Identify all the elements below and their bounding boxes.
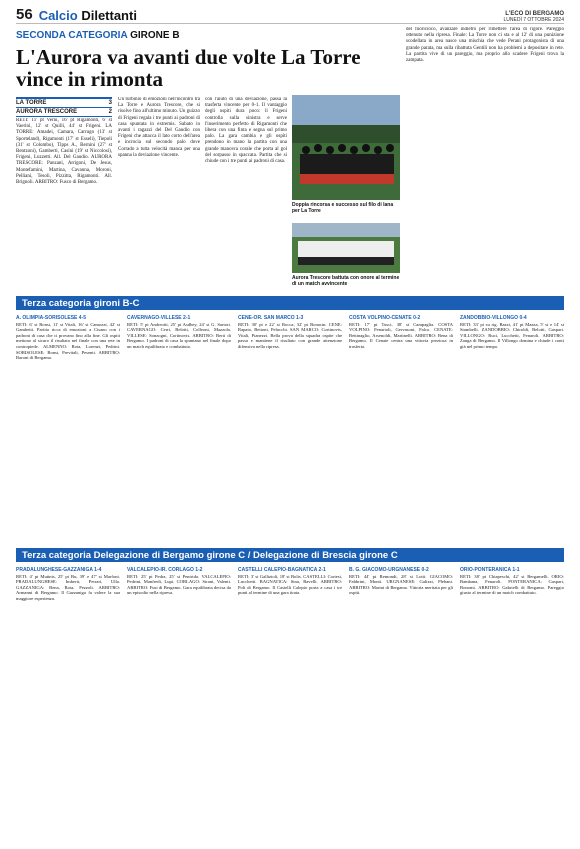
page-header	[16, 4, 564, 24]
section-banner: Terza categoria Delegazione di Bergamo girone C / Delegazione di Brescia girone C	[16, 548, 564, 562]
section-label: SECONDA CATEGORIA GIRONE B	[16, 30, 180, 41]
team-photo	[292, 223, 400, 273]
result-column: ORIO-PONTERANICA 1-1 RETI: 38' pt Chiapeschi, 42' st Bergamelli. ORIO: Bambana, Fenaroli. PONTERANICA: Gaspari, Bonomi. ARBITRO: Gabrielli di Bergamo. Pareggio giusto al termine di un match combattuto.	[460, 567, 564, 596]
article-headline: L'Aurora va avanti due volte La Torre vince in rimonta	[16, 45, 361, 91]
article-column-1: Un turbinio di emozioni nell'incontro tra La Torre e Aurora Trescore, che si risolve fino all'ultimo minuto. Un guizzo di Frigeni regala i tre punti ai padroni di casa spuntata in extremis. Sabato in avanti i ragazzi del Del Gaudio con Frigeni che attacca il lato corto dell'area e incrocia sul secondo palo dove Corrado a tutta velocità manca per una spanna la deviazione vincente.	[118, 97, 200, 158]
publication-info	[504, 11, 565, 23]
score-row: LA TORRE 3	[16, 97, 112, 108]
section-banner: Terza categoria gironi B-C	[16, 296, 564, 310]
score-row: AURORA TRESCORE 2	[16, 109, 112, 115]
publication-date: LUNEDÌ 7 OTTOBRE 2024	[503, 17, 564, 23]
result-column: COSTA VOLPINO-CENATE 0-2 RETI: 17' pt Tusci, 38' st Campaglia. COSTA VOLPINO: Fenarioli, Gervasoni, Falco. CENATE: Bettinaglio, Arsenoldi, Martinelli. ARBITRO: Bena di Bergamo. Il Cenate centra una vittoria preziosa in trasferta.	[349, 315, 453, 349]
article-column-2: con l'aiuto di una deviazione, passa la trasferta vincente per 0-1. Il vantaggio degli ospiti dura poco: il Frigeni controlla sulla sinistra e serve l'inserimento perfetto di Rigamonti che libera con una finta e segna sul primo palo. La gara cambia e gli ospiti prendono in mano la partita con una grande manovra corale che porta al gol del sorpasso in spaccata. Partita che si chiude con i tre punti ai padroni di casa.	[205, 97, 287, 165]
results-grid	[16, 566, 564, 842]
page-section-title: Calcio Dilettanti	[38, 8, 137, 23]
result-column: CENE-OR. SAN MARCO 1-3 RETI: 30' pt e 22' st Rocca, 32' pt Bonacin. CENE: Rapato, Bettoni, Pelucchi. SAN MARCO: Cortinovis, Vitali, Pianezzi. Bella prova della squadra ospite che passa e mantiene il risultato con grande attenzione difensiva nella ripresa.	[238, 315, 342, 349]
photo-caption: Aurora Trescore battuta con onore al termine di un match avvincente	[292, 275, 400, 287]
team-photo	[292, 95, 400, 200]
result-column: PRADALUNGHESE-GAZZANIGA 1-4 RETI: 4' pt Mutinis, 25' pt Bu, 39' e 47' st Marfoni. PRADALUNGHESE: Imberti, Perrari, Ulla. GAZZANIGA: Bena, Rota, Pezzoli. ARBITRO: Armanni di Bergamo. Il Gazzaniga fa valere la sua maggiore esperienza.	[16, 567, 120, 601]
result-column: VALCALEPIO-IR. CORLAGO 1-2 RETI: 25' pt Pedra, 25' st Pentrida. VALCALEPIO: Pedrini, Manfredi, Lupi. CORLAGO: Sirani, Valenti. ARBITRO: Fusi di Bergamo. Gara equilibrata decisa da un episodio nella ripresa.	[127, 567, 231, 596]
page-number: 56	[16, 6, 33, 23]
results-grid	[16, 314, 564, 542]
result-column: ZANDOBBIO-VILLONGO 0-4 RETI: 33' pt su rig. Bazzi, 41' pt Mazza, 5' st e 14' st Stambelli. ZANDOBBIO: Chiroldi, Belotti, Gaspari. VILLONGO: Ruci, Lucchetti, Fenaroli. ARBITRO: Zanga di Bergamo. Il Villongo domina e chiude i conti già nel primo tempo.	[460, 315, 564, 349]
article-column-3: del fuoricioco, avanzare indietro per rimettere l'area di rigore. Pareggio ottenuto nella ripresa. Finale: La Torre non ci sta e al 12' di una punizione scodellata in area nasce una mischia che vede Perani protagonista di una grande parata, ma sulla ribattuta Gentili non ha problemi a depositare in rete. La partita vive di un pareggio, ma proprio allo scadere Frigeni trova la zampata.	[406, 27, 564, 64]
result-column: CASTELLI CALEPIO-BAGNATICA 2-1 RETI: 3' st Gallizioli, 18' st Bolis. CASTELLI: Cortesi, Lucchetti. BAGNATICA: Sina, Ravelli. ARBITRO: Poli di Bergamo. Il Castelli Calepio porta a casa i tre punti al termine di una gara tirata.	[238, 567, 342, 596]
result-column: B. G. GIACOMO-URGNANESE 0-2 RETI: 44' pt Remondi, 28' st Lotti. GIACOMO: Fabbrini, Monti. URGNANESE: Galizzi, Plebani. ARBITRO: Marini di Bergamo. Vittoria meritata per gli ospiti.	[349, 567, 453, 596]
result-column: CAVERNAGO-VILLESE 2-1 RETI: 5' pt Andreotti, 25' pt Asdhey, 24' st G. Sartori. CAVERNAGO: Cerri, Belotti, Colleoni, Mazzola. VILLESE: Sonzogni, Cortinovis. ARBITRO: Berti di Bergamo. I padroni di casa la spuntano nel finale dopo un match equilibrato e combattuto.	[127, 315, 231, 349]
publisher-name: L'ECO DI BERGAMO	[505, 11, 564, 17]
result-column: A. OLIMPIA-SORISOLESE 4-5 RETI: 6' st Bonsi, 11' st Vitali, 16' st Camozzi, 42' st Gambetti. Partita ricca di emozioni a Cisano con i padroni di casa che ci provano fino alla fine. Gli ospiti mettono al sicuro il risultato nel finale con una rete in contropiede. ALMENNO: Rota, Lorenzi, Pedrini. SORISOLESE: Bonsi, Previtali, Pesenti. ARBITRO: Baroni di Bergamo.	[16, 315, 120, 361]
photo-caption: Doppia rincorsa e successo sul filo di lana per La Torre	[292, 202, 394, 214]
match-details: RETI: 11' pt Verni, 16' pt Rigamonti, 6' st Vaerini, 12' st Quilli, 44' st Frigeni. LA TORRE: Amadei, Camara, Carrugo (13' st Sporteland), Rigamonti (17' st Esseli), Tiepoli (31' st Colombo), Tipps A., Bernini (27' st Bentzoni), Gamberti, Casini (19' st Niccolosi), Frigeni, Luzzetti. All. Del Gaudio. AURORA TRESCORE: Panzani, Arrigoni, De Jesus, Montefamini, Martina, Cavanna, Moroni, Pelliani, Tesoli, Pizzitta, Rigamonti. All. Brignoli. ARBITRO: Fusco di Bergamo.	[16, 118, 112, 186]
scorebox	[16, 97, 112, 117]
